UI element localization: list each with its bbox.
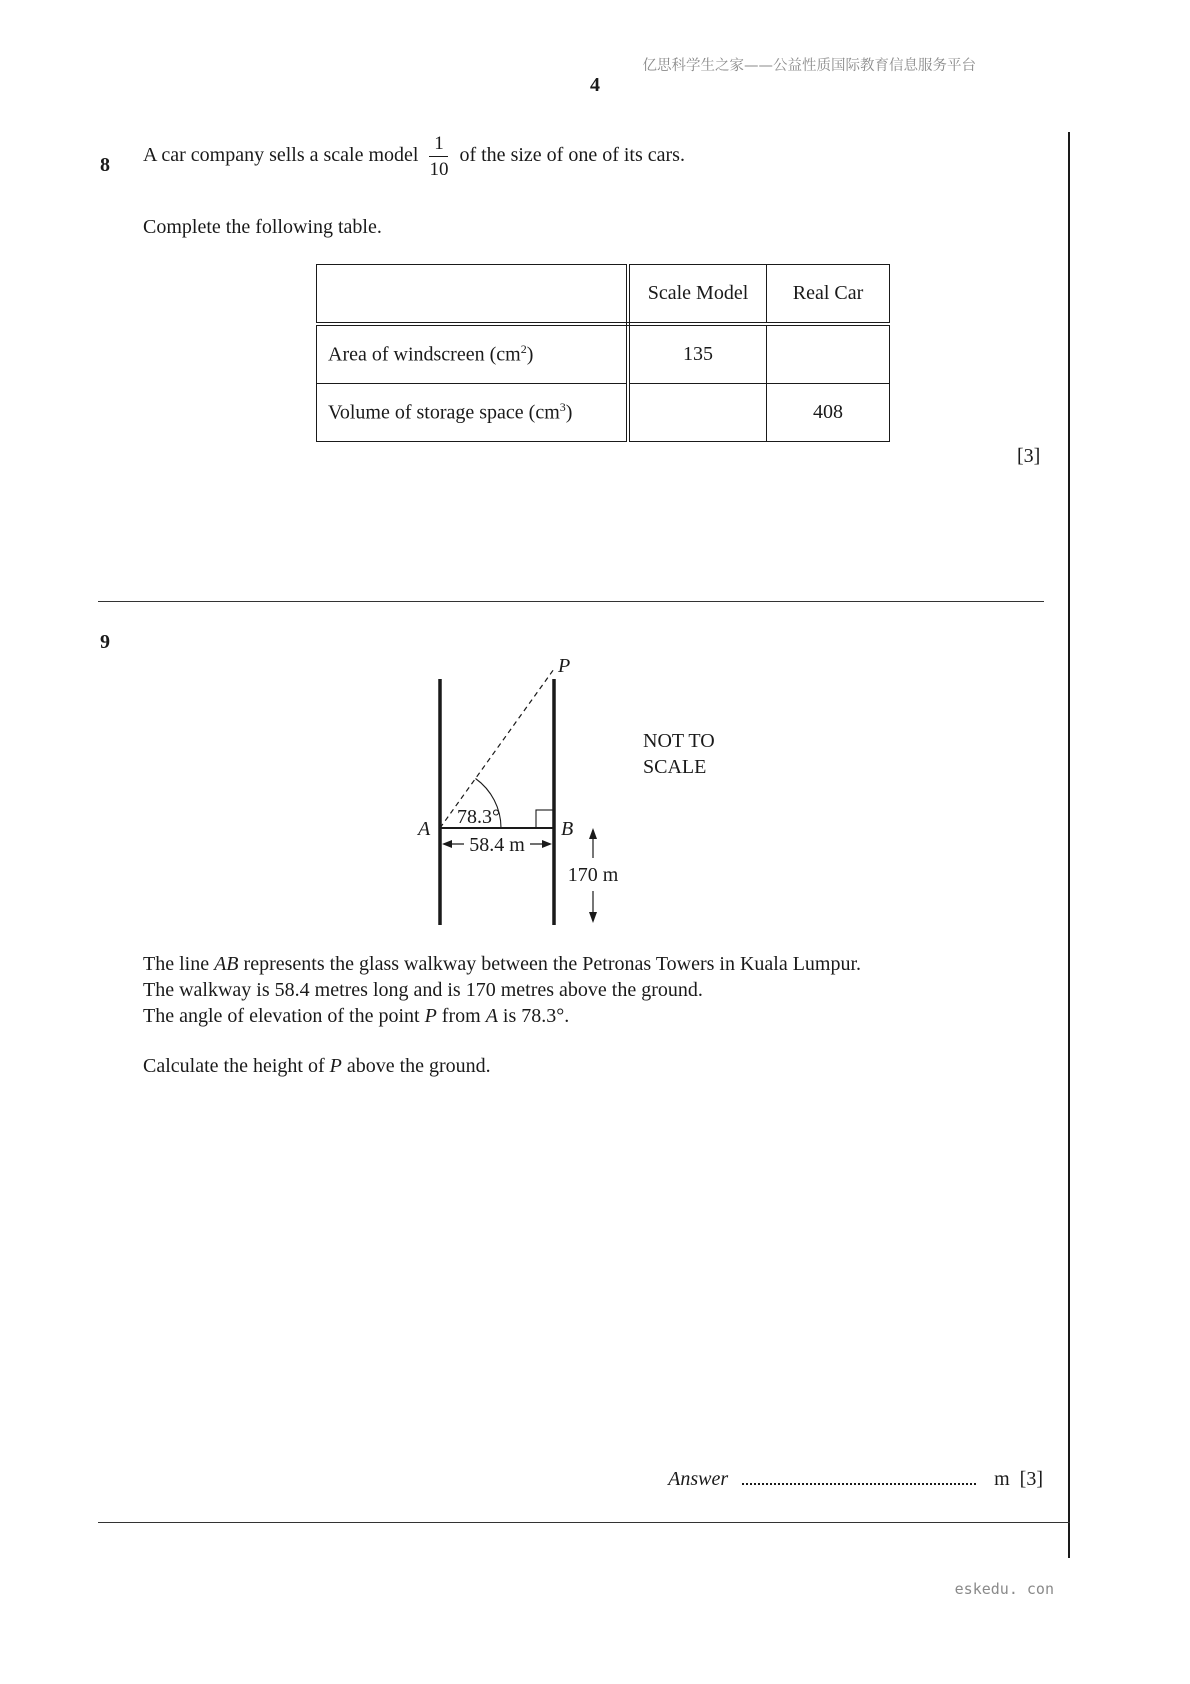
table-header-scale-model: Scale Model xyxy=(628,265,767,325)
table-header-row xyxy=(317,265,890,325)
right-angle-marker xyxy=(536,810,554,828)
fraction-denominator: 10 xyxy=(429,159,449,180)
fraction-one-tenth xyxy=(429,134,448,179)
arrow-left-icon xyxy=(442,840,452,848)
arrow-right-icon xyxy=(542,840,552,848)
answer-unit: m xyxy=(994,1468,1010,1490)
question-9-number: 9 xyxy=(100,631,110,653)
stem-after: of the size of one of its cars. xyxy=(459,144,685,167)
cell-volume-model-answer[interactable] xyxy=(628,384,767,442)
angle-label: 78.3° xyxy=(457,806,500,828)
table-row xyxy=(317,384,890,442)
page-number: 4 xyxy=(590,74,600,96)
table-header-real-car: Real Car xyxy=(767,265,890,325)
question-9-marks: [3] xyxy=(1019,1468,1043,1490)
length-label: 58.4 m xyxy=(469,834,525,856)
answer-input[interactable] xyxy=(742,1469,976,1485)
label-b: B xyxy=(561,818,574,840)
question-9-line-1: The line AB represents the glass walkway between the Petronas Towers in Kuala Lumpur. xyxy=(143,953,862,975)
question-8-instruction: Complete the following table. xyxy=(143,216,382,238)
not-to-scale-line2: SCALE xyxy=(643,756,707,778)
answer-label: Answer xyxy=(668,1468,729,1490)
height-label: 170 m xyxy=(567,864,619,886)
cell-volume-real: 408 xyxy=(767,384,890,442)
question-9-line-3: The angle of elevation of the point P from A is 78.3°. xyxy=(143,1005,570,1027)
bottom-divider xyxy=(98,1522,1070,1523)
label-p: P xyxy=(558,655,571,677)
stem-before: A car company sells a scale model xyxy=(143,144,419,167)
answer-line xyxy=(668,1468,1043,1491)
arrow-down-icon xyxy=(589,912,597,923)
watermark-text: 亿思科学生之家——公益性质国际教育信息服务平台 xyxy=(642,58,976,74)
right-margin-rule xyxy=(1068,132,1070,1558)
arrow-up-icon xyxy=(589,828,597,839)
row-label-area: Area of windscreen $(cm^2)$ xyxy=(317,324,629,384)
footer-site: eskedu. con xyxy=(954,1580,1054,1598)
fraction-numerator: 1 xyxy=(429,134,448,157)
cell-area-real-answer[interactable] xyxy=(767,324,890,384)
not-to-scale-line1: NOT TO xyxy=(643,730,715,752)
question-8-stem xyxy=(143,134,685,179)
row-label-volume: Volume of storage space $(cm^3)$ xyxy=(317,384,629,442)
question-divider xyxy=(98,601,1044,602)
cell-area-model: 135 xyxy=(628,324,767,384)
line-of-sight xyxy=(440,669,554,828)
scale-table xyxy=(316,264,890,442)
question-8-number: 8 xyxy=(100,154,110,176)
table-row xyxy=(317,324,890,384)
question-8-marks: [3] xyxy=(1017,445,1041,467)
towers-diagram xyxy=(390,648,740,933)
question-9-task: Calculate the height of P above the ground. xyxy=(143,1055,491,1077)
question-9-line-2: The walkway is 58.4 metres long and is 170 metres above the ground. xyxy=(143,979,703,1001)
table-header-blank xyxy=(317,265,629,325)
label-a: A xyxy=(418,818,431,840)
